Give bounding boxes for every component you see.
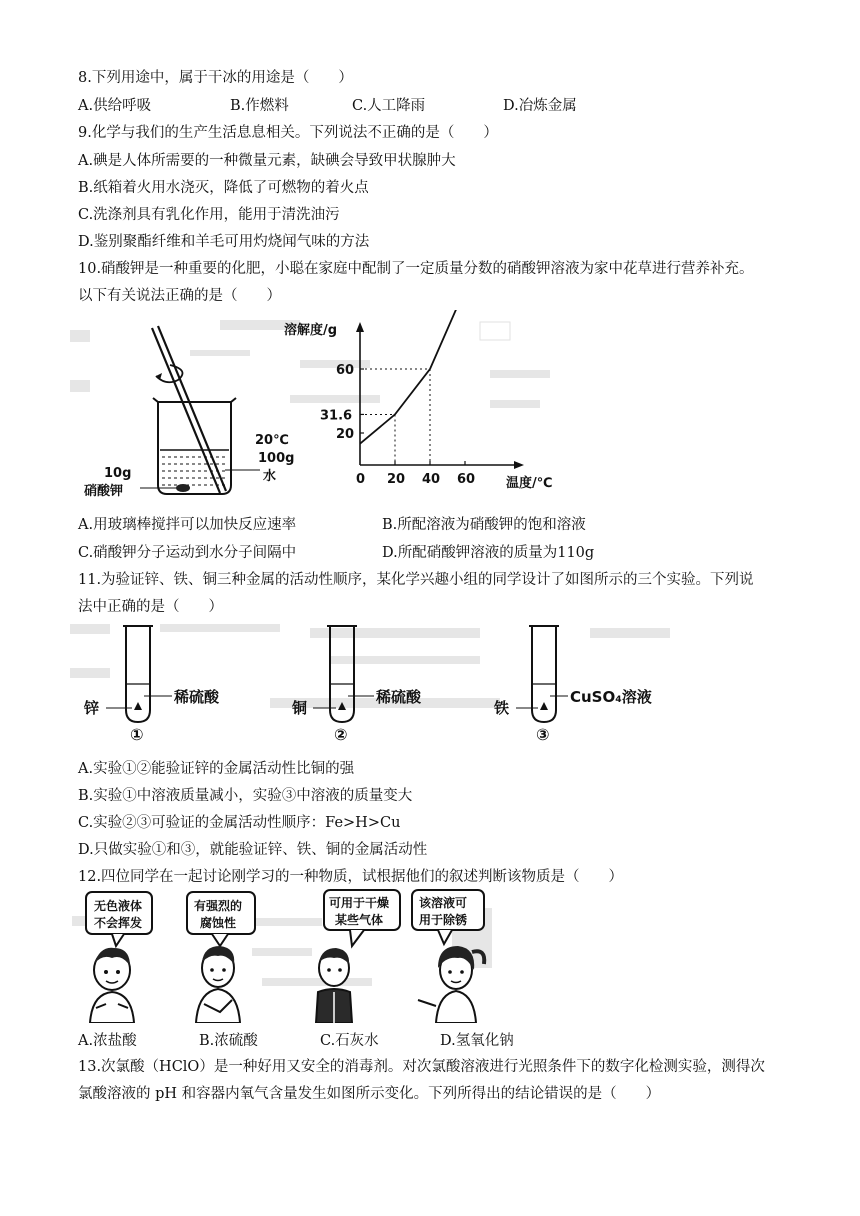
q12-option-c: C.石灰水 bbox=[320, 1033, 379, 1049]
q12-option-b: B.浓硫酸 bbox=[199, 1033, 258, 1049]
q10-option-a: A.用玻璃棒搅拌可以加快反应速率 bbox=[78, 517, 297, 533]
q12-stem: 12.四位同学在一起讨论刚学习的一种物质，试根据他们的叙述判断该物质是（ ） bbox=[78, 869, 624, 885]
tube-3-solution: CuSO₄溶液 bbox=[570, 688, 652, 706]
student-2-illustration bbox=[196, 946, 240, 1023]
x-axis-arrow-icon bbox=[514, 461, 524, 469]
tube-2-solution: 稀硫酸 bbox=[376, 688, 422, 706]
q8-stem: 8.下列用途中，属于干冰的用途是（ ） bbox=[78, 70, 353, 86]
x-tick-label: 40 bbox=[422, 472, 441, 487]
q9-option-c: C.洗涤剂具有乳化作用，能用于清洗油污 bbox=[78, 207, 340, 223]
q10-stem-line1: 10.硝酸钾是一种重要的化肥，小聪在家庭中配制了一定质量分数的硝酸钾溶液为家中花草进行营养补充。 bbox=[78, 261, 754, 277]
q10-option-c: C.硝酸钾分子运动到水分子间隔中 bbox=[78, 545, 297, 561]
q8-option-a: A.供给呼吸 bbox=[78, 98, 152, 114]
bubble-1-line2: 不会挥发 bbox=[94, 916, 143, 930]
q11-stem-line1: 11.为验证锌、铁、铜三种金属的活动性顺序，某化学兴趣小组的同学设计了如图所示的三个实验。下列说 bbox=[78, 572, 754, 588]
tube-1-number: ① bbox=[130, 725, 144, 744]
q11-figure bbox=[70, 618, 720, 748]
q12-option-a: A.浓盐酸 bbox=[78, 1033, 137, 1049]
tube-1-solution: 稀硫酸 bbox=[174, 688, 220, 706]
tube-1-metal: 锌 bbox=[84, 699, 100, 717]
q11-option-b: B.实验①中溶液质量减小，实验③中溶液的质量变大 bbox=[78, 788, 413, 804]
q9-option-d: D.鉴别聚酯纤维和羊毛可用灼烧闻气味的方法 bbox=[78, 234, 370, 250]
solute-crystals bbox=[176, 484, 190, 492]
bubble-2-line2: 腐蚀性 bbox=[200, 916, 237, 930]
q9-option-b: B.纸箱着火用水浇灭，降低了可燃物的着火点 bbox=[78, 180, 369, 196]
beaker-water-label: 水 bbox=[263, 469, 277, 484]
q8-option-c: C.人工降雨 bbox=[352, 98, 426, 114]
q11-option-c: C.实验②③可验证的金属活动性顺序：Fe>H>Cu bbox=[78, 815, 401, 831]
q8-option-b: B.作燃料 bbox=[230, 98, 289, 114]
chart-ylabel: 溶解度/g bbox=[284, 323, 338, 338]
metal-piece-icon bbox=[134, 702, 142, 710]
solubility-curve bbox=[360, 310, 465, 444]
beaker-water-mass-label: 100g bbox=[258, 451, 295, 466]
tube-3-number: ③ bbox=[536, 725, 550, 744]
beaker-solute-mass-label: 10g bbox=[104, 466, 132, 481]
q9-option-a: A.碘是人体所需要的一种微量元素，缺碘会导致甲状腺肿大 bbox=[78, 153, 456, 169]
test-tube-1 bbox=[106, 626, 172, 722]
bubble-4-line1: 该溶液可 bbox=[419, 896, 468, 910]
q9-stem: 9.化学与我们的生产生活息息相关。下列说法不正确的是（ ） bbox=[78, 125, 498, 141]
q10-option-d: D.所配硝酸钾溶液的质量为110g bbox=[382, 545, 595, 561]
tube-3-metal: 铁 bbox=[494, 699, 510, 717]
bubble-1-line1: 无色液体 bbox=[94, 899, 143, 913]
q13-stem-line2: 氯酸溶液的 pH 和容器内氧气含量发生如图所示变化。下列所得出的结论错误的是（ ） bbox=[78, 1086, 661, 1102]
q11-stem-line2: 法中正确的是（ ） bbox=[78, 599, 223, 615]
q13-stem-line1: 13.次氯酸（HClO）是一种好用又安全的消毒剂。对次氯酸溶液进行光照条件下的数字化检测实验，测得次 bbox=[78, 1059, 765, 1075]
q10-figure bbox=[70, 310, 560, 510]
x-tick-label: 0 bbox=[356, 472, 366, 487]
beaker-temp-label: 20℃ bbox=[255, 433, 289, 448]
x-tick-label: 20 bbox=[387, 472, 406, 487]
q12-option-d: D.氢氧化钠 bbox=[440, 1033, 514, 1049]
beaker-solute-label: 硝酸钾 bbox=[84, 484, 124, 499]
metal-piece-icon bbox=[540, 702, 548, 710]
y-axis-arrow-icon bbox=[356, 322, 364, 332]
bubble-3-line1: 可用于干燥 bbox=[329, 896, 390, 910]
solution-fill bbox=[160, 450, 229, 485]
bubble-2-line1: 有强烈的 bbox=[194, 899, 243, 913]
chart-xlabel: 温度/℃ bbox=[506, 476, 553, 491]
q11-option-d: D.只做实验①和③，就能验证锌、铁、铜的金属活动性 bbox=[78, 842, 428, 858]
q10-option-b: B.所配溶液为硝酸钾的饱和溶液 bbox=[382, 517, 586, 533]
tube-2-number: ② bbox=[334, 725, 348, 744]
tube-2-metal: 铜 bbox=[292, 699, 308, 717]
y-tick-label: 20 bbox=[336, 427, 355, 442]
bubble-4-line2: 用于除锈 bbox=[419, 913, 468, 927]
student-1-illustration bbox=[90, 948, 134, 1023]
x-tick-label: 60 bbox=[457, 472, 476, 487]
y-tick-label: 60 bbox=[336, 363, 355, 378]
q8-option-d: D.冶炼金属 bbox=[503, 98, 577, 114]
y-tick-label: 31.6 bbox=[320, 408, 353, 424]
q10-stem-line2: 以下有关说法正确的是（ ） bbox=[78, 288, 281, 304]
bubble-3-line2: 某些气体 bbox=[335, 913, 384, 927]
test-tube-3 bbox=[516, 626, 568, 722]
q12-figure bbox=[72, 888, 492, 1023]
q11-option-a: A.实验①②能验证锌的金属活动性比铜的强 bbox=[78, 761, 355, 777]
